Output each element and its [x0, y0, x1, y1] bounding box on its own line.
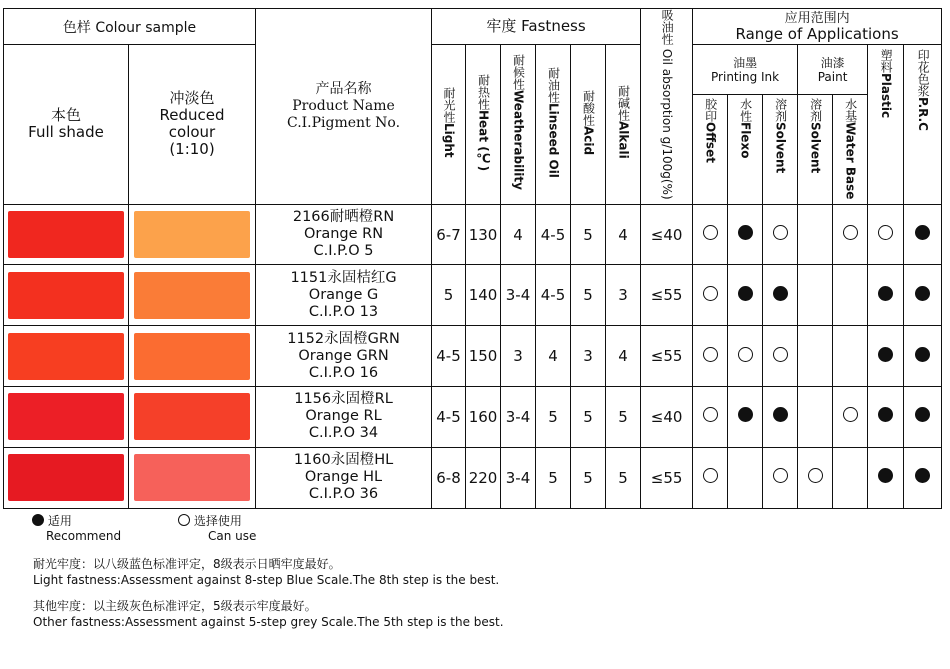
paint-en: Paint: [817, 69, 848, 84]
product-name-cell: [256, 265, 432, 326]
plastic-en: Plastic: [879, 73, 894, 119]
oil-absorption-header: [641, 9, 693, 205]
can-use-dot-icon: [703, 347, 718, 362]
prc-app-cell: [904, 326, 942, 387]
reduced-colour-swatch: [134, 393, 250, 440]
acid-value: 5: [571, 387, 606, 448]
offset-zh: 胶印: [703, 98, 718, 123]
full-shade-zh: 本色: [50, 106, 81, 125]
paint-zh: 油漆: [820, 55, 845, 70]
prc-en: P.R.C: [916, 97, 931, 131]
recommend-dot-icon: [738, 225, 753, 240]
light-zh: 耐光性: [442, 86, 457, 123]
heat-value: 220: [466, 447, 501, 508]
water-app-cell: [833, 326, 868, 387]
full-shade-cell: [4, 204, 129, 265]
acid-zh: 耐酸性: [581, 89, 596, 126]
open-circle-icon: [178, 514, 190, 526]
legend-can-use-zh: 选择使用: [193, 514, 242, 528]
flexo-app-cell: [728, 447, 763, 508]
oil-zh: 吸油性: [660, 9, 675, 45]
oil-absorption-label: [660, 9, 673, 200]
linseed-value: 5: [536, 447, 571, 508]
oil-value: ≤55: [641, 265, 693, 326]
prc-app-cell: [904, 387, 942, 448]
product-name-en: Orange G: [308, 286, 379, 303]
can-use-dot-icon: [878, 225, 893, 240]
weather-value: 3-4: [501, 387, 536, 448]
full-shade-cell: [4, 387, 129, 448]
flexo-zh: 水性: [738, 98, 753, 123]
printing-ink-en: Printing Ink: [711, 69, 780, 84]
recommend-dot-icon: [773, 286, 788, 301]
heat-zh: 耐热性: [476, 73, 491, 110]
reduced-colour-swatch: [134, 272, 250, 319]
can-use-dot-icon: [738, 347, 753, 362]
legend-recommend-en: Recommend: [46, 529, 122, 543]
paint-solvent-en: Solvent: [808, 122, 823, 174]
can-use-dot-icon: [773, 347, 788, 362]
offset-app-cell: [693, 204, 728, 265]
reduced-colour-swatch: [134, 333, 250, 380]
product-ci: C.I.P.O 36: [308, 486, 379, 503]
reduced-colour-swatch: [134, 211, 250, 258]
legend-recommend: [32, 512, 121, 544]
heat-value: 130: [466, 204, 501, 265]
reduced-colour-header: [129, 45, 256, 205]
table-row: [4, 387, 942, 448]
printing-ink-header: [693, 45, 798, 95]
filled-circle-icon: [32, 514, 44, 526]
prc-zh: 印花色浆: [916, 49, 931, 97]
oil-value: ≤55: [641, 326, 693, 387]
alkali-en: Alkali: [616, 121, 631, 160]
alkali-zh: 耐碱性: [616, 85, 631, 122]
product-name-en: Orange GRN: [298, 347, 389, 364]
note-other-en: Other fastness:Assessment against 5-step grey Scale.The 5th step is the best.: [33, 615, 504, 629]
heat-header: [466, 45, 501, 205]
product-name-cell: [256, 326, 432, 387]
linseed-en: Linseed Oil: [546, 102, 561, 178]
full-shade-swatch: [8, 272, 124, 319]
solvent-zh: 溶剂: [773, 98, 788, 123]
plastic-app-cell: [868, 204, 904, 265]
can-use-dot-icon: [773, 468, 788, 483]
product-name-en: Orange RL: [305, 408, 382, 425]
product-name-cell: [256, 204, 432, 265]
recommend-dot-icon: [878, 468, 893, 483]
offset-app-cell: [693, 265, 728, 326]
pigment-spec-table: [3, 8, 942, 509]
flexo-app-cell: [728, 265, 763, 326]
solvent-app-cell: [763, 204, 798, 265]
colour-sample-header: 色样 Colour sample: [4, 9, 256, 45]
linseed-value: 4: [536, 326, 571, 387]
acid-value: 3: [571, 326, 606, 387]
plastic-header: [868, 45, 904, 205]
solvent-header: [763, 95, 798, 204]
product-ci: C.I.Pigment No.: [286, 114, 401, 131]
product-name-zh: 2166耐晒橙RN: [292, 209, 395, 226]
prc-header: [904, 45, 942, 205]
product-name-zh: 1152永固橙GRN: [287, 330, 400, 347]
light-header: [432, 45, 466, 205]
water-en: Water Base: [843, 122, 858, 200]
flexo-en: Flexo: [738, 122, 753, 159]
product-name-zh: 1160永固橙HL: [293, 452, 394, 469]
legend-can-use-en: Can use: [208, 529, 257, 543]
product-name-header: [256, 9, 432, 205]
weather-header: [501, 45, 536, 205]
solvent-app-cell: [763, 387, 798, 448]
acid-header: [571, 45, 606, 205]
full-shade-en: Full shade: [28, 123, 104, 142]
fastness-header: 牢度 Fastness: [432, 9, 641, 45]
product-name-en: Orange RN: [303, 226, 384, 243]
paint-solvent-app-cell: [798, 447, 833, 508]
water-app-cell: [833, 447, 868, 508]
offset-app-cell: [693, 326, 728, 387]
prc-app-cell: [904, 447, 942, 508]
oil-value: ≤40: [641, 387, 693, 448]
table-row: [4, 326, 942, 387]
reduced-en1: Reduced: [159, 106, 225, 125]
plastic-app-cell: [868, 326, 904, 387]
paint-solvent-header: [798, 95, 833, 204]
recommend-dot-icon: [915, 286, 930, 301]
product-ci: C.I.P.O 34: [308, 425, 379, 442]
linseed-value: 5: [536, 387, 571, 448]
recommend-dot-icon: [878, 286, 893, 301]
range-zh: 应用范围内: [784, 10, 850, 26]
recommend-dot-icon: [878, 407, 893, 422]
water-app-cell: [833, 387, 868, 448]
full-shade-swatch: [8, 393, 124, 440]
recommend-dot-icon: [915, 407, 930, 422]
acid-value: 5: [571, 265, 606, 326]
full-shade-swatch: [8, 211, 124, 258]
product-name-en: Orange HL: [304, 469, 383, 486]
solvent-app-cell: [763, 265, 798, 326]
table-row: [4, 265, 942, 326]
reduced-ratio: (1:10): [169, 140, 215, 159]
alkali-value: 5: [606, 387, 641, 448]
plastic-app-cell: [868, 447, 904, 508]
plastic-app-cell: [868, 387, 904, 448]
reduced-colour-cell: [129, 387, 256, 448]
product-name-zh: 1151永固桔红G: [290, 269, 397, 286]
range-applications-header: [693, 9, 942, 45]
reduced-colour-cell: [129, 326, 256, 387]
flexo-header: [728, 95, 763, 204]
can-use-dot-icon: [773, 225, 788, 240]
linseed-zh: 耐油性: [546, 66, 561, 103]
product-ci: C.I.P.O 5: [313, 243, 374, 260]
plastic-zh: 塑料: [879, 49, 894, 73]
solvent-app-cell: [763, 326, 798, 387]
note-other-zh: 其他牢度：以主级灰色标准评定，5级表示牢度最好。: [33, 599, 317, 613]
weather-value: 3-4: [501, 265, 536, 326]
alkali-value: 4: [606, 204, 641, 265]
flexo-app-cell: [728, 387, 763, 448]
product-name-en: Product Name: [292, 97, 395, 114]
light-en: Light: [442, 122, 457, 158]
oil-value: ≤40: [641, 204, 693, 265]
reduced-en2: colour: [168, 123, 216, 142]
product-name-zh: 产品名称: [315, 80, 372, 97]
oil-en: Oil absorption g/100g(%): [660, 48, 675, 200]
can-use-dot-icon: [703, 225, 718, 240]
weather-zh: 耐候性: [511, 54, 526, 91]
flexo-app-cell: [728, 326, 763, 387]
reduced-zh: 冲淡色: [169, 89, 215, 108]
recommend-dot-icon: [915, 468, 930, 483]
full-shade-cell: [4, 447, 129, 508]
paint-solvent-app-cell: [798, 326, 833, 387]
water-base-header: [833, 95, 868, 204]
alkali-value: 4: [606, 326, 641, 387]
oil-value: ≤55: [641, 447, 693, 508]
linseed-header: [536, 45, 571, 205]
product-name-cell: [256, 447, 432, 508]
light-value: 5: [432, 265, 466, 326]
heat-value: 150: [466, 326, 501, 387]
solvent-en: Solvent: [773, 122, 788, 174]
alkali-value: 3: [606, 265, 641, 326]
range-en: Range of Applications: [735, 24, 899, 43]
light-value: 4-5: [432, 326, 466, 387]
heat-value: 140: [466, 265, 501, 326]
recommend-dot-icon: [878, 347, 893, 362]
weather-value: 4: [501, 204, 536, 265]
acid-value: 5: [571, 204, 606, 265]
legend-recommend-zh: 适用: [47, 514, 72, 528]
table-row: [4, 447, 942, 508]
can-use-dot-icon: [703, 468, 718, 483]
reduced-colour-cell: [129, 204, 256, 265]
alkali-header: [606, 45, 641, 205]
weather-value: 3-4: [501, 447, 536, 508]
flexo-app-cell: [728, 204, 763, 265]
paint-solvent-zh: 溶剂: [808, 98, 823, 123]
weather-value: 3: [501, 326, 536, 387]
solvent-app-cell: [763, 447, 798, 508]
offset-app-cell: [693, 447, 728, 508]
product-ci: C.I.P.O 13: [308, 303, 379, 320]
plastic-app-cell: [868, 265, 904, 326]
light-value: 6-7: [432, 204, 466, 265]
paint-header: [798, 45, 868, 95]
can-use-dot-icon: [808, 468, 823, 483]
full-shade-swatch: [8, 454, 124, 501]
table-row: [4, 204, 942, 265]
heat-value: 160: [466, 387, 501, 448]
can-use-dot-icon: [703, 286, 718, 301]
product-rows: [4, 204, 942, 508]
water-app-cell: [833, 204, 868, 265]
printing-ink-zh: 油墨: [733, 55, 758, 70]
offset-en: Offset: [703, 122, 718, 164]
recommend-dot-icon: [915, 347, 930, 362]
reduced-colour-swatch: [134, 454, 250, 501]
acid-value: 5: [571, 447, 606, 508]
recommend-dot-icon: [738, 286, 753, 301]
can-use-dot-icon: [703, 407, 718, 422]
product-ci: C.I.P.O 16: [308, 364, 379, 381]
can-use-dot-icon: [843, 407, 858, 422]
water-zh: 水基: [843, 98, 858, 123]
light-value: 4-5: [432, 387, 466, 448]
weather-en: Weatherability: [511, 90, 526, 191]
offset-app-cell: [693, 387, 728, 448]
recommend-dot-icon: [915, 225, 930, 240]
full-shade-header: [4, 45, 129, 205]
product-name-zh: 1156永固橙RL: [294, 391, 393, 408]
can-use-dot-icon: [843, 225, 858, 240]
recommend-dot-icon: [738, 407, 753, 422]
paint-solvent-app-cell: [798, 204, 833, 265]
linseed-value: 4-5: [536, 204, 571, 265]
alkali-value: 5: [606, 447, 641, 508]
reduced-colour-cell: [129, 265, 256, 326]
full-shade-cell: [4, 326, 129, 387]
note-light-zh: 耐光牢度：以八级蓝色标准评定，8级表示日晒牢度最好。: [33, 557, 341, 571]
full-shade-swatch: [8, 333, 124, 380]
heat-en: Heat (℃): [476, 109, 491, 171]
product-name-cell: [256, 387, 432, 448]
paint-solvent-app-cell: [798, 387, 833, 448]
light-value: 6-8: [432, 447, 466, 508]
linseed-value: 4-5: [536, 265, 571, 326]
paint-solvent-app-cell: [798, 265, 833, 326]
offset-header: [693, 95, 728, 204]
reduced-colour-cell: [129, 447, 256, 508]
legend-can-use: [178, 512, 256, 544]
acid-en: Acid: [581, 125, 596, 155]
note-light-en: Light fastness:Assessment against 8-step Blue Scale.The 8th step is the best.: [33, 573, 500, 587]
full-shade-cell: [4, 265, 129, 326]
prc-app-cell: [904, 265, 942, 326]
recommend-dot-icon: [773, 407, 788, 422]
water-app-cell: [833, 265, 868, 326]
prc-app-cell: [904, 204, 942, 265]
